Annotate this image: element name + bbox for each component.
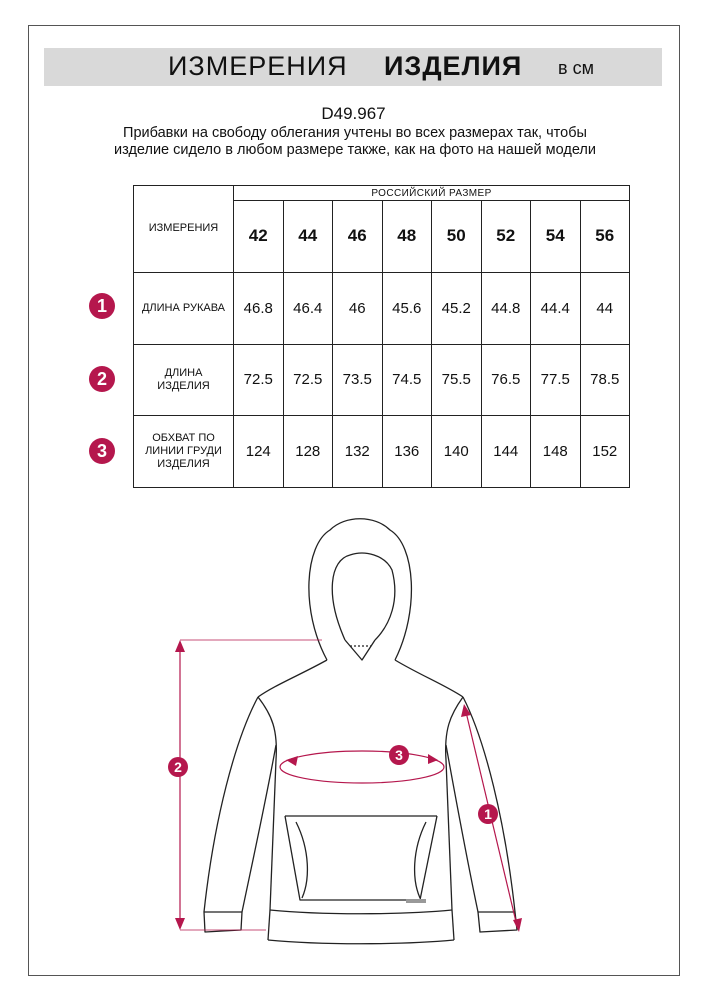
marker-1: 1 — [478, 804, 498, 824]
size-header: 50 — [432, 201, 482, 273]
size-header: 56 — [580, 201, 630, 273]
size-header: 46 — [333, 201, 383, 273]
table-cell: 136 — [382, 416, 432, 488]
marker-2: 2 — [168, 757, 188, 777]
table-cell: 78.5 — [580, 344, 630, 416]
size-header: 48 — [382, 201, 432, 273]
table-cell: 45.6 — [382, 272, 432, 344]
row-badge-3: 3 — [89, 438, 115, 464]
row-label: ДЛИНА РУКАВА — [134, 272, 234, 344]
size-header: 54 — [531, 201, 581, 273]
fit-note: Прибавки на свободу облегания учтены во всех размерах так, чтобы изделие сидело в любом размере также, как на фото на нашей модели — [114, 125, 596, 158]
arrow-heads — [175, 640, 522, 932]
table-cell: 148 — [531, 416, 581, 488]
row-badge-2: 2 — [89, 366, 115, 392]
table-cell: 72.5 — [234, 344, 284, 416]
size-group-label: РОССИЙСКИЙ РАЗМЕР — [234, 186, 630, 201]
marker-3: 3 — [389, 745, 409, 765]
unit-label: в см — [558, 58, 594, 78]
table-cell: 132 — [333, 416, 383, 488]
row-label-text: ОБХВАТ ПО ЛИНИИ ГРУДИ ИЗДЕЛИЯ — [145, 432, 222, 471]
table-cell: 44.4 — [531, 272, 581, 344]
table-cell: 45.2 — [432, 272, 482, 344]
table-cell: 124 — [234, 416, 284, 488]
table-cell: 76.5 — [481, 344, 531, 416]
measure-lines — [180, 640, 517, 930]
table-cell: 46 — [333, 272, 383, 344]
table-cell: 75.5 — [432, 344, 482, 416]
size-header: 42 — [234, 201, 284, 273]
size-header: 44 — [283, 201, 333, 273]
table-cell: 46.4 — [283, 272, 333, 344]
table-cell: 73.5 — [333, 344, 383, 416]
table-cell: 152 — [580, 416, 630, 488]
table-cell: 72.5 — [283, 344, 333, 416]
row-badge-1: 1 — [89, 293, 115, 319]
table-cell: 144 — [481, 416, 531, 488]
table-cell: 77.5 — [531, 344, 581, 416]
table-cell: 140 — [432, 416, 482, 488]
brand-label — [406, 899, 426, 903]
title-part2: ИЗДЕЛИЯ — [384, 51, 523, 81]
table-cell: 44.8 — [481, 272, 531, 344]
row-label-text: ДЛИНА ИЗДЕЛИЯ — [157, 366, 210, 392]
table-cell: 128 — [283, 416, 333, 488]
size-header: 52 — [481, 201, 531, 273]
title-part1: ИЗМЕРЕНИЯ — [168, 51, 348, 81]
corner-label: ИЗМЕРЕНИЯ — [134, 186, 234, 273]
table-cell: 74.5 — [382, 344, 432, 416]
table-cell: 46.8 — [234, 272, 284, 344]
product-code: D49.967 — [321, 104, 386, 123]
table-cell: 44 — [580, 272, 630, 344]
